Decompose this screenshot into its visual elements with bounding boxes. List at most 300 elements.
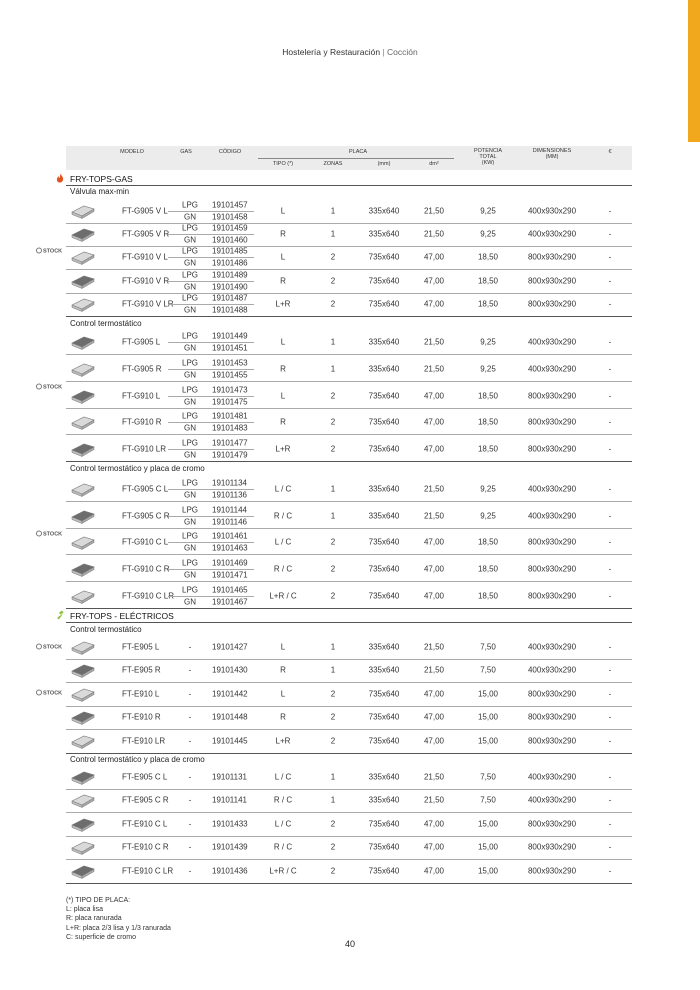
cell-price: - [608,229,612,239]
model-name: FT-G910 V LR [122,299,174,309]
cell-zonas: 2 [330,252,336,262]
row-divider [66,528,632,529]
cell-gas: - [188,795,192,805]
cell-dm: 21,50 [423,364,445,374]
row-divider [66,789,632,790]
cell-zonas: 2 [330,537,336,547]
cell-dm: 47,00 [423,391,445,401]
row-divider [66,682,632,683]
cell-dm: 47,00 [423,689,445,699]
cell-mm: 335x640 [368,772,400,782]
cell-dim: 800x930x290 [527,537,577,547]
row-divider [66,729,632,730]
cell-gas: - [188,642,192,652]
gas-lpg: LPG [182,246,199,256]
product-image [70,387,96,405]
row-divider [168,281,254,282]
cell-mm: 335x640 [368,229,400,239]
product-image [70,202,96,220]
cell-dm: 47,00 [423,417,445,427]
cell-mm: 335x640 [368,665,400,675]
cell-tipo: L+R / C [269,591,297,601]
product-image [70,480,96,498]
cell-zonas: 2 [330,842,336,852]
code-lpg: 19101134 [212,478,247,488]
code-lpg: 19101469 [212,558,248,568]
code-gn: 19101471 [212,570,248,580]
model-name: FT-G910 C L [122,537,169,547]
cell-gas: - [188,712,192,722]
gas-lpg: LPG [182,438,199,448]
cell-mm: 335x640 [368,364,400,374]
stock-label: STOCK [43,384,63,391]
cell-price: - [608,484,612,494]
cell-dim: 800x930x290 [527,564,577,574]
cell-kw: 7,50 [480,772,496,782]
cell-price: - [608,842,612,852]
gas-lpg: LPG [182,585,199,595]
row-divider [168,542,254,543]
code-lpg: 19101485 [212,246,248,256]
cell-kw: 15,00 [477,842,499,852]
cell-tipo: L [280,689,286,699]
cell-dim: 800x930x290 [527,276,577,286]
cell-gas: - [188,819,192,829]
cell-kw: 18,50 [477,591,499,601]
plug-icon [55,610,65,620]
product-image [70,638,96,656]
model-name: FT-G905 C R [122,511,170,521]
cell-price: - [608,689,612,699]
cell-kw: 9,25 [480,229,496,239]
cell-tipo: R / C [273,842,293,852]
cell-dim: 400x930x290 [527,511,577,521]
cell-dim: 800x930x290 [527,591,577,601]
cell-price: - [608,364,612,374]
model-name: FT-E910 LR [122,736,166,746]
cell-tipo: L / C [274,772,292,782]
code-gn: 19101136 [212,490,247,500]
gas-lpg: LPG [182,223,199,233]
cell-dm: 21,50 [423,642,445,652]
cell-dm: 21,50 [423,511,445,521]
cell-price: - [608,795,612,805]
cell-dim: 400x930x290 [527,364,577,374]
code-lpg: 19101489 [212,270,248,280]
cell-gas: - [188,866,192,876]
section-tab-accent [688,0,700,142]
cell-kw: 18,50 [477,276,499,286]
row-divider [66,608,632,609]
placa-divider [258,158,454,159]
cell-tipo: R / C [273,511,293,521]
cell-zonas: 1 [330,795,336,805]
cell-dim: 800x930x290 [527,736,577,746]
cell-gas: - [188,689,192,699]
col-dimensiones-l1: DIMENSIONES [532,148,572,154]
cell-kw: 15,00 [477,689,499,699]
cell-dim: 400x930x290 [527,772,577,782]
gas-gn: GN [184,450,196,460]
cell-mm: 735x640 [368,819,400,829]
col-dimensiones [524,148,580,160]
cell-mm: 735x640 [368,564,400,574]
cell-kw: 7,50 [480,665,496,675]
code-gn: 19101146 [212,517,247,527]
stock-badge [36,644,62,651]
cell-mm: 335x640 [368,337,400,347]
code: 19101430 [212,665,248,675]
model-name: FT-E910 C L [122,819,168,829]
model-name: FT-G910 V L [122,252,168,262]
cell-kw: 15,00 [477,712,499,722]
gas-gn: GN [184,597,196,607]
col-placa: PLACA [348,149,368,155]
code-lpg: 19101461 [212,531,248,541]
model-name: FT-E905 L [122,642,160,652]
row-divider [66,659,632,660]
cell-kw: 9,25 [480,511,496,521]
code-gn: 19101458 [212,212,248,222]
model-name: FT-E910 C R [122,842,169,852]
gas-lpg: LPG [182,558,199,568]
code-gn: 19101490 [212,282,248,292]
row-divider [66,246,632,247]
cell-dim: 400x930x290 [527,642,577,652]
cell-dm: 21,50 [423,795,445,805]
cell-zonas: 2 [330,417,336,427]
cell-zonas: 1 [330,772,336,782]
cell-price: - [608,866,612,876]
cell-tipo: L / C [274,819,292,829]
cell-zonas: 1 [330,229,336,239]
cell-tipo: R / C [273,795,293,805]
gas-gn: GN [184,397,196,407]
cell-price: - [608,564,612,574]
code: 19101442 [212,689,248,699]
cell-price: - [608,591,612,601]
row-divider [66,706,632,707]
cell-gas: - [188,665,192,675]
code-gn: 19101460 [212,235,248,245]
cell-tipo: L+R [275,299,291,309]
product-image [70,838,96,856]
cell-zonas: 2 [330,444,336,454]
cell-tipo: R [280,276,286,286]
cell-tipo: L+R / C [269,866,297,876]
footnote-line: C: superficie de cromo [66,933,137,941]
model-name: FT-G905 V L [122,206,168,216]
product-image [70,560,96,578]
cell-mm: 335x640 [368,795,400,805]
cell-dim: 800x930x290 [527,842,577,852]
row-divider [66,223,632,224]
code: 19101427 [212,642,248,652]
section-title-gas: FRY-TOPS-GAS [70,174,133,184]
code-lpg: 19101487 [212,293,248,303]
cell-mm: 735x640 [368,842,400,852]
code-lpg: 19101477 [212,438,248,448]
cell-price: - [608,819,612,829]
cell-dm: 47,00 [423,866,445,876]
code-lpg: 19101457 [212,200,248,210]
gas-gn: GN [184,235,196,245]
cell-dim: 400x930x290 [527,795,577,805]
cell-zonas: 2 [330,299,336,309]
code-gn: 19101486 [212,258,248,268]
cell-dm: 21,50 [423,337,445,347]
heading-separator: | [382,47,385,57]
cell-dim: 400x930x290 [527,337,577,347]
product-image [70,685,96,703]
cell-dm: 21,50 [423,665,445,675]
page-number: 40 [344,939,355,949]
col-gas: GAS [180,149,192,155]
product-image [70,272,96,290]
cell-kw: 15,00 [477,866,499,876]
cell-mm: 735x640 [368,736,400,746]
group-title: Control termostático y placa de cromo [70,464,205,473]
row-divider [66,316,632,317]
gas-gn: GN [184,282,196,292]
code-lpg: 19101473 [212,385,248,395]
model-name: FT-E910 L [122,689,160,699]
product-image [70,440,96,458]
cell-dm: 47,00 [423,591,445,601]
row-divider [168,422,254,423]
gas-lpg: LPG [182,358,199,368]
cell-dm: 47,00 [423,252,445,262]
cell-tipo: L+R [275,736,291,746]
gas-lpg: LPG [182,478,199,488]
row-divider [66,269,632,270]
cell-mm: 335x640 [368,206,400,216]
cell-kw: 18,50 [477,537,499,547]
row-divider [66,381,632,382]
cell-kw: 18,50 [477,391,499,401]
cell-dim: 800x930x290 [527,299,577,309]
cell-tipo: L [280,252,286,262]
cell-price: - [608,772,612,782]
cell-dm: 47,00 [423,299,445,309]
row-divider [168,569,254,570]
row-divider [66,581,632,582]
row-divider [168,516,254,517]
stock-clock-icon [36,384,42,390]
page-heading [0,47,700,57]
cell-kw: 18,50 [477,299,499,309]
model-name: FT-G905 R [122,364,162,374]
cell-price: - [608,642,612,652]
cell-kw: 9,25 [480,337,496,347]
cell-price: - [608,712,612,722]
cell-zonas: 2 [330,736,336,746]
cell-tipo: L [280,206,286,216]
row-divider [168,304,254,305]
row-divider [66,461,632,462]
code-lpg: 19101465 [212,585,248,595]
cell-price: - [608,537,612,547]
cell-dm: 47,00 [423,444,445,454]
stock-label: STOCK [43,644,63,651]
cell-tipo: R [280,417,286,427]
cell-kw: 9,25 [480,364,496,374]
cell-price: - [608,665,612,675]
group-title: Válvula max-min [70,187,130,196]
cell-tipo: R [280,229,286,239]
cell-price: - [608,736,612,746]
cell-price: - [608,417,612,427]
cell-zonas: 2 [330,712,336,722]
cell-dim: 800x930x290 [527,819,577,829]
cell-zonas: 2 [330,591,336,601]
model-name: FT-E910 R [122,712,161,722]
col-dimensiones-l2: (MM) [545,154,559,160]
cell-dm: 47,00 [423,564,445,574]
cell-price: - [608,391,612,401]
code-gn: 19101463 [212,543,248,553]
gas-gn: GN [184,370,196,380]
cell-dm: 21,50 [423,229,445,239]
row-divider [66,859,632,860]
stock-label: STOCK [43,531,63,538]
row-divider [66,501,632,502]
cell-dm: 47,00 [423,736,445,746]
gas-lpg: LPG [182,293,199,303]
cell-price: - [608,337,612,347]
code: 19101448 [212,712,248,722]
model-name: FT-E905 C R [122,795,169,805]
cell-dim: 400x930x290 [527,484,577,494]
cell-zonas: 1 [330,511,336,521]
cell-kw: 18,50 [477,417,499,427]
gas-lpg: LPG [182,411,199,421]
product-image [70,661,96,679]
code-gn: 19101488 [212,305,248,315]
row-divider [66,293,632,294]
stock-label: STOCK [43,690,63,697]
cell-price: - [608,206,612,216]
row-divider [66,554,632,555]
stock-badge [36,690,62,697]
code: 19101141 [212,795,247,805]
cell-dm: 47,00 [423,537,445,547]
code-gn: 19101483 [212,423,248,433]
model-name: FT-G910 C R [122,564,170,574]
cell-mm: 735x640 [368,591,400,601]
cell-dm: 21,50 [423,484,445,494]
cell-zonas: 2 [330,276,336,286]
cell-zonas: 2 [330,391,336,401]
cell-mm: 335x640 [368,484,400,494]
cell-zonas: 1 [330,337,336,347]
footnote-line: (*) TIPO DE PLACA: [66,897,131,904]
gas-gn: GN [184,517,196,527]
cell-dm: 21,50 [423,206,445,216]
row-divider [66,836,632,837]
row-divider [66,354,632,355]
cell-dim: 400x930x290 [527,206,577,216]
gas-gn: GN [184,305,196,315]
cell-dm: 21,50 [423,772,445,782]
model-name: FT-G905 V R [122,229,170,239]
stock-clock-icon [36,248,42,254]
code-lpg: 19101453 [212,358,248,368]
stock-clock-icon [36,644,42,650]
cell-dim: 400x930x290 [527,665,577,675]
model-name: FT-G910 L [122,391,161,401]
row-divider [168,369,254,370]
cell-mm: 735x640 [368,866,400,876]
cell-mm: 735x640 [368,391,400,401]
product-image [70,225,96,243]
stock-label: STOCK [43,248,63,255]
cell-dim: 400x930x290 [527,229,577,239]
cell-mm: 735x640 [368,712,400,722]
cell-kw: 15,00 [477,819,499,829]
cell-dm: 47,00 [423,819,445,829]
row-divider [168,234,254,235]
rule [66,622,632,623]
col-potencia-l3: (KW) [481,160,495,166]
cell-zonas: 2 [330,819,336,829]
product-image [70,862,96,880]
col-potencia-l1: POTENCIA [473,148,503,154]
cell-kw: 18,50 [477,252,499,262]
cell-zonas: 2 [330,866,336,876]
row-divider [168,449,254,450]
stock-badge [36,248,62,255]
model-name: FT-G910 LR [122,444,167,454]
rule [66,185,632,186]
cell-mm: 735x640 [368,252,400,262]
cell-dm: 47,00 [423,276,445,286]
code: 19101436 [212,866,248,876]
cell-price: - [608,511,612,521]
gas-gn: GN [184,423,196,433]
col-modelo: MODELO [120,149,144,155]
code: 19101445 [212,736,248,746]
gas-lpg: LPG [182,531,199,541]
cell-dm: 47,00 [423,712,445,722]
cell-zonas: 1 [330,642,336,652]
cell-mm: 735x640 [368,537,400,547]
col-dm: dm² [429,161,439,167]
footnote-line: L: placa lisa [66,906,103,914]
cell-kw: 9,25 [480,206,496,216]
code-gn: 19101455 [212,370,248,380]
col-codigo: CÓDIGO [218,149,242,155]
row-divider [66,812,632,813]
group-title: Control termostático [70,319,142,328]
col-potencia-l2: TOTAL [479,154,497,160]
code: 19101131 [212,772,247,782]
cell-gas: - [188,772,192,782]
stock-clock-icon [36,531,42,537]
model-name: FT-E905 C L [122,772,168,782]
cell-dim: 800x930x290 [527,417,577,427]
model-name: FT-G910 R [122,417,162,427]
cell-kw: 7,50 [480,642,496,652]
cell-zonas: 2 [330,564,336,574]
cell-gas: - [188,736,192,746]
code-gn: 19101479 [212,450,248,460]
cell-zonas: 1 [330,364,336,374]
gas-lpg: LPG [182,505,199,515]
stock-badge [36,384,62,391]
cell-tipo: L [280,391,286,401]
product-image [70,732,96,750]
